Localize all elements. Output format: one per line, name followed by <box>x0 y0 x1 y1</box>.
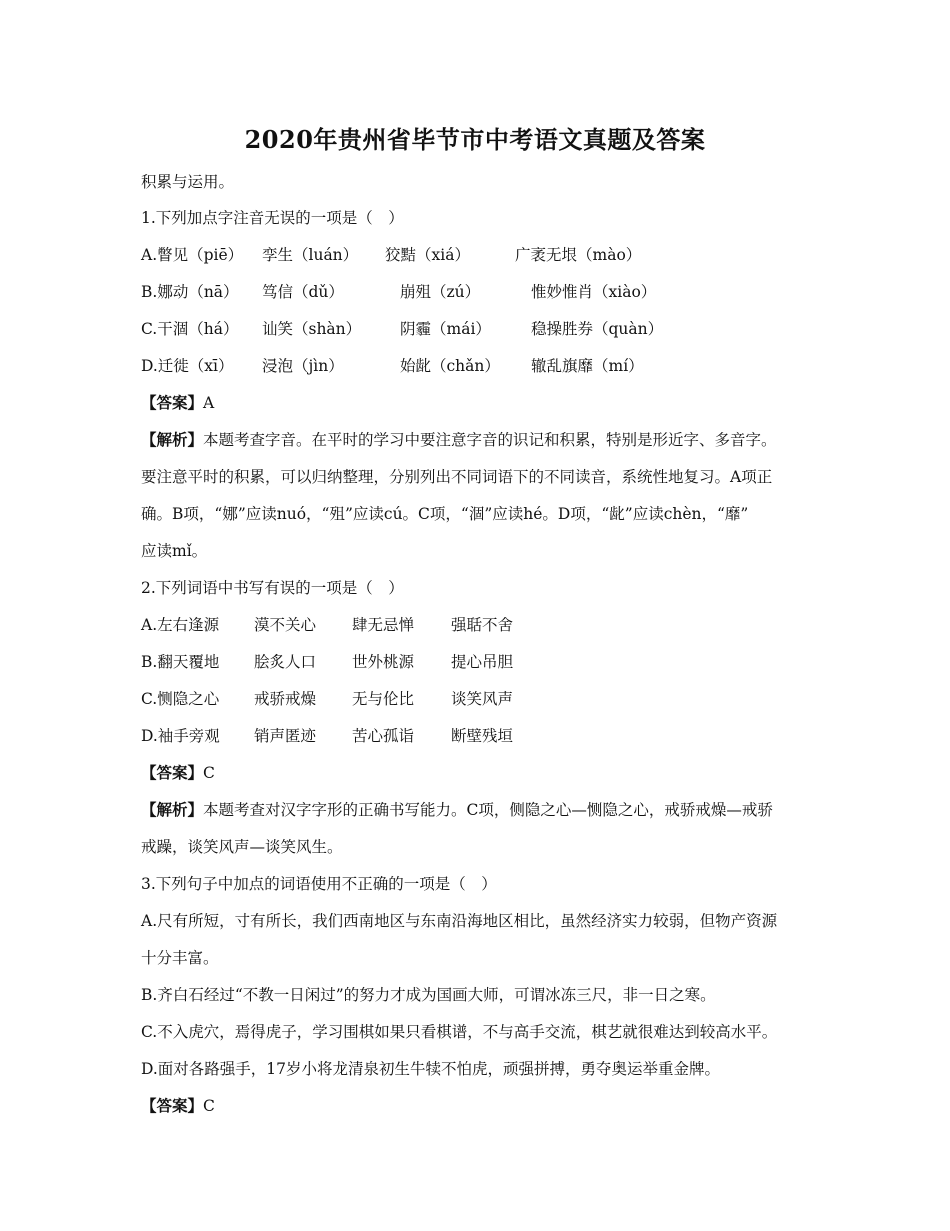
q3-line-2: 十分丰富。 <box>141 949 219 967</box>
q1-option-d <box>141 356 841 376</box>
q1-analysis-line-3: 确。B项，“娜”应读nuó，“殂”应读cú。C项，“涸”应读hé。D项，“龀”应读chèn，“靡” <box>141 505 749 523</box>
q2-d-4: 断壁残垣 <box>451 727 514 745</box>
q1-a-3: 狡黠（xiá） <box>385 246 470 264</box>
q1-analysis-line-1: 【解析】本题考查字音。在平时的学习中要注意字音的识记和积累，特别是形近字、多音字。 <box>141 430 777 449</box>
q2-b-2: 脍炙人口 <box>254 653 317 671</box>
q2-a-2: 漠不关心 <box>254 616 317 634</box>
q2-a-4: 强聒不舍 <box>451 616 514 634</box>
q1-b-3: 崩殂（zú） <box>400 283 481 301</box>
q1-option-a <box>141 245 841 265</box>
q1-b-4: 惟妙惟肖（xiào） <box>531 283 657 301</box>
q2-analysis-line-1: 【解析】本题考查对汉字字形的正确书写能力。C项，侧隐之心—恻隐之心，戒骄戒燥—戒骄 <box>141 800 773 819</box>
q1-answer-value: A <box>203 394 215 412</box>
q3-answer-tag: 【答案】 <box>141 1096 204 1115</box>
q2-option-a <box>141 615 641 635</box>
q2-analysis-tag: 【解析】 <box>141 800 204 819</box>
q2-a-1: A.左右逢源 <box>141 616 220 634</box>
q1-a-1: A.瞥见（piē） <box>141 246 244 264</box>
q2-c-1: C.恻隐之心 <box>141 690 220 708</box>
q2-answer-value: C <box>203 764 215 782</box>
q2-c-4: 谈笑风声 <box>451 690 514 708</box>
q1-a-2: 孪生（luán） <box>262 246 359 264</box>
q3-stem: 3.下列句子中加点的词语使用不正确的一项是（ ） <box>141 875 497 893</box>
q1-b-1: B.娜动（nā） <box>141 283 239 301</box>
q1-c-4: 稳操胜券（quàn） <box>531 320 664 338</box>
q2-c-3: 无与伦比 <box>352 690 415 708</box>
q1-d-4: 辙乱旗靡（mí） <box>531 357 644 375</box>
q2-answer-tag: 【答案】 <box>141 763 204 782</box>
q2-a-3: 肆无忌惮 <box>352 616 415 634</box>
q1-c-3: 阴霾（mái） <box>400 320 491 338</box>
q2-d-2: 销声匿迹 <box>254 727 317 745</box>
q2-b-1: B.翻天覆地 <box>141 653 220 671</box>
q2-b-4: 提心吊胆 <box>451 653 514 671</box>
q1-b-2: 笃信（dǔ） <box>262 283 344 301</box>
q2-analysis-line-2: 戒躁，谈笑风声—谈笑风生。 <box>141 838 343 856</box>
q1-answer-tag: 【答案】 <box>141 393 204 412</box>
q2-b-3: 世外桃源 <box>352 653 415 671</box>
q1-c-1: C.干涸（há） <box>141 320 239 338</box>
q1-d-2: 浸泡（jìn） <box>262 357 344 375</box>
q1-d-1: D.迁徙（xī） <box>141 357 234 375</box>
q2-option-d <box>141 726 641 746</box>
q3-line-1: A.尺有所短，寸有所长，我们西南地区与东南沿海地区相比，虽然经济实力较弱，但物产资源 <box>141 912 778 930</box>
q1-stem: 1.下列加点字注音无误的一项是（ ） <box>141 209 404 227</box>
q1-a-4: 广袤无垠（mào） <box>515 246 642 264</box>
q2-c-2: 戒骄戒燥 <box>254 690 317 708</box>
q1-d-3: 始龀（chǎn） <box>400 357 500 375</box>
q1-analysis-line-4: 应读mǐ。 <box>141 542 208 560</box>
q3-answer <box>141 1096 215 1116</box>
q1-answer <box>141 393 214 413</box>
q3-answer-value: C <box>203 1097 215 1115</box>
section-heading: 积累与运用。 <box>141 173 235 191</box>
document-title: 2020年贵州省毕节市中考语文真题及答案 <box>244 125 706 154</box>
q3-line-5: D.面对各路强手，17岁小将龙清泉初生牛犊不怕虎，顽强拼搏，勇夺奥运举重金牌。 <box>141 1060 721 1078</box>
q3-line-4: C.不入虎穴，焉得虎子，学习围棋如果只看棋谱，不与高手交流，棋艺就很难达到较高水平。 <box>141 1023 778 1041</box>
q3-line-3: B.齐白石经过“不教一日闲过”的努力才成为国画大师，可谓冰冻三尺，非一日之寒。 <box>141 986 716 1004</box>
q2-option-b <box>141 652 641 672</box>
q2-option-c <box>141 689 641 709</box>
q1-option-c <box>141 319 841 339</box>
q1-c-2: 讪笑（shàn） <box>262 320 362 338</box>
q1-option-b <box>141 282 841 302</box>
q1-analysis-line-2: 要注意平时的积累，可以归纳整理，分别列出不同词语下的不同读音，系统性地复习。A项正 <box>141 468 773 486</box>
q2-answer <box>141 763 215 783</box>
q2-d-1: D.袖手旁观 <box>141 727 220 745</box>
q2-stem: 2.下列词语中书写有误的一项是（ ） <box>141 579 404 597</box>
q2-d-3: 苦心孤诣 <box>352 727 415 745</box>
q1-analysis-tag: 【解析】 <box>141 430 204 449</box>
